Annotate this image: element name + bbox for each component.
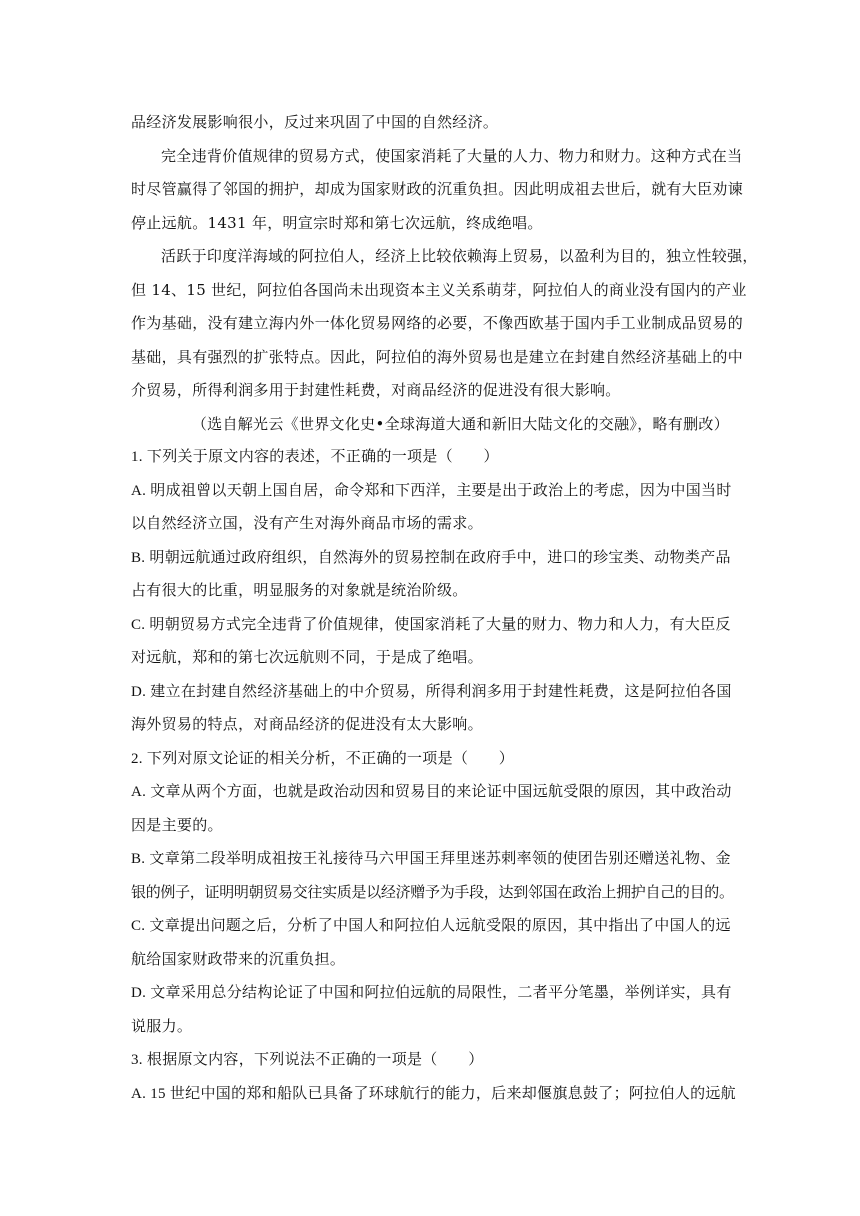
question-3 (131, 1044, 736, 1111)
question-1 (131, 441, 731, 743)
question-2 (131, 743, 734, 1045)
option-line: A. 明成祖曾以天朝上国自居，命令郑和下西洋，主要是出于政治上的考虑，因为中国当时 (131, 482, 732, 499)
option-c (131, 609, 731, 676)
text-line: 基础，具有强烈的扩张特点。因此，阿拉伯的海外贸易也是建立在封建自然经济基础上的中 (131, 347, 744, 366)
document-content (131, 106, 758, 1111)
text-line: 停止远航。1431 年，明宣宗时郑和第七次远航，终成绝唱。 (131, 213, 543, 232)
option-line: 对远航，郑和的第七次远航则不同，于是成了绝唱。 (131, 650, 483, 666)
question-stem: 1. 下列关于原文内容的表述，不正确的一项是（ ） (131, 449, 499, 465)
option-line: 说服力。 (131, 1018, 193, 1035)
question-stem: 3. 根据原文内容，下列说法不正确的一项是（ ） (131, 1052, 484, 1068)
option-b (131, 843, 734, 910)
option-line: 银的例子，证明明朝贸易交往实质是以经济赠予为手段，达到邻国在政治上拥护自己的目的。 (131, 884, 734, 901)
option-line: D. 建立在封建自然经济基础上的中介贸易，所得利润多用于封建性耗费，这是阿拉伯各国 (131, 683, 732, 700)
option-line: 航给国家财政带来的沉重负担。 (131, 951, 346, 968)
text-line: 活跃于印度洋海域的阿拉伯人，经济上比较依赖海上贸易，以盈利为目的，独立性较强， (161, 247, 758, 265)
option-line: D. 文章采用总分结构论证了中国和阿拉伯远航的局限性，二者平分笔墨，举例详实，具有 (131, 985, 732, 1001)
passage-paragraph-0 (131, 106, 731, 140)
passage-paragraph-2 (131, 240, 758, 408)
option-line: B. 文章第二段举明成祖按王礼接待马六甲国王拜里迷苏剌率领的使团告别还赠送礼物、金 (131, 851, 731, 867)
option-a (131, 1078, 736, 1112)
option-line: C. 文章提出问题之后，分析了中国人和阿拉伯人远航受限的原因，其中指出了中国人的远 (131, 918, 731, 934)
option-d (131, 676, 731, 743)
option-line: A. 文章从两个方面，也就是政治动因和贸易目的来论证中国远航受限的原因，其中政治动 (131, 784, 732, 800)
text-line: 品经济发展影响很小，反过来巩固了中国的自然经济。 (131, 113, 499, 131)
option-a (131, 776, 731, 843)
passage-paragraph-1 (131, 140, 744, 241)
text-line: 完全违背价值规律的贸易方式，使国家消耗了大量的人力、物力和财力。这种方式在当 (161, 146, 743, 165)
option-a (131, 475, 731, 542)
option-b (131, 542, 731, 609)
option-line: 以自然经济立国，没有产生对海外商品市场的需求。 (131, 516, 483, 532)
option-line: C. 明朝贸易方式完全违背了价值规律，使国家消耗了大量的财力、物力和人力，有大臣反 (131, 616, 731, 633)
source-citation: （选自解光云《世界文化史•全球海道大通和新旧大陆文化的交融》，略有删改） (191, 414, 729, 433)
text-line: 介贸易，所得利润多用于封建性耗费，对商品经济的促进没有很大影响。 (131, 381, 621, 399)
question-stem: 2. 下列对原文论证的相关分析，不正确的一项是（ ） (131, 750, 515, 767)
option-line: 因是主要的。 (131, 817, 223, 834)
option-line: A. 15 世纪中国的郑和船队已具备了环球航行的能力，后来却偃旗息鼓了；阿拉伯人的远航 (131, 1085, 736, 1102)
option-line: 海外贸易的特点，对商品经济的促进没有太大影响。 (131, 717, 483, 733)
option-d (131, 977, 731, 1044)
text-line: 时尽管赢得了邻国的拥护，却成为国家财政的沉重负担。因此明成祖去世后，就有大臣劝谏 (131, 180, 744, 198)
text-line: 但 14、15 世纪，阿拉伯各国尚未出现资本主义关系萌芽，阿拉伯人的商业没有国内的产业 (131, 280, 747, 299)
text-line: 作为基础，没有建立海内外一体化贸易网络的必要，不像西欧基于国内手工业制成品贸易的 (131, 314, 744, 332)
option-line: B. 明朝远航通过政府组织，自然海外的贸易控制在政府手中，进口的珍宝类、动物类产品 (131, 549, 731, 566)
option-c (131, 910, 731, 977)
option-line: 占有很大的比重，明显服务的对象就是统治阶级。 (131, 583, 468, 599)
